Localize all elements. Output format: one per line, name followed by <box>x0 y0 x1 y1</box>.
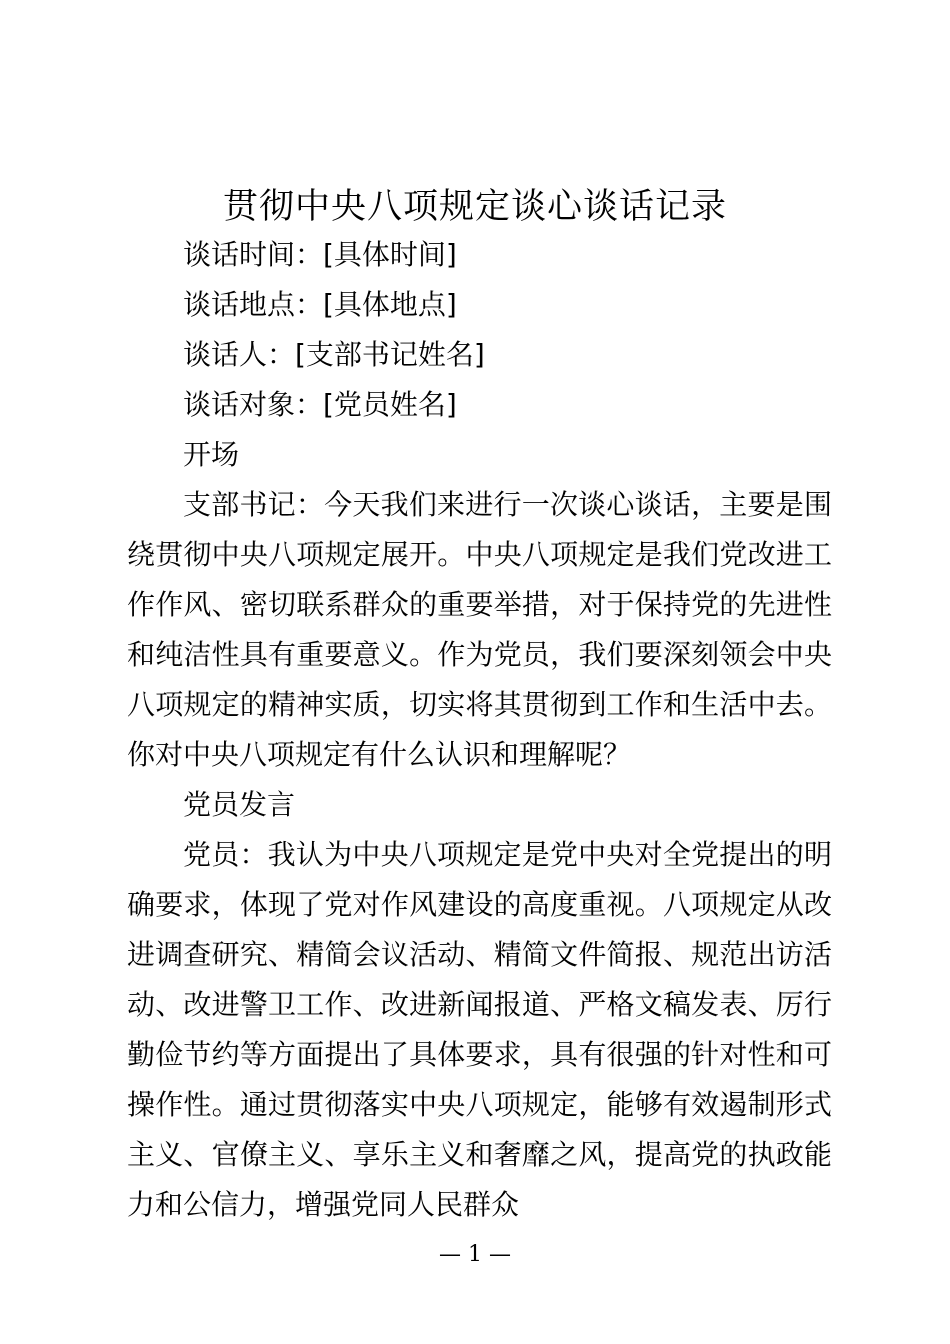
document-title: 贯彻中央八项规定谈心谈话记录 <box>222 187 727 227</box>
member-speech: 党员：我认为中央八项规定是党中央对全党提出的明确要求，体现了党对作风建设的高度重视。八项规定从改进调查研究、精简会议活动、精简文件简报、规范出访活动、改进警卫工作、改进新闻报道、严格文稿发表、厉行勤俭节约等方面提出了具体要求，具有很强的针对性和可操作性。通过贯彻落实中央八项规定，能够有效遏制形式主义、官僚主义、享乐主义和奢靡之风，提高党的执政能力和公信力，增强党同人民群众 <box>127 838 832 1221</box>
meta-time: 谈话时间：[具体时间] <box>183 238 457 271</box>
meta-place: 谈话地点：[具体地点] <box>183 288 457 321</box>
opening-heading: 开场 <box>183 438 240 471</box>
page-number: — 1 — <box>439 1242 511 1267</box>
secretary-speech: 支部书记：今天我们来进行一次谈心谈话，主要是围绕贯彻中央八项规定展开。中央八项规定是我们党改进工作作风、密切联系群众的重要举措，对于保持党的先进性和纯洁性具有重要意义。作为党员，我们要深刻领会中央八项规定的精神实质，切实将其贯彻到工作和生活中去。你对中央八项规定有什么认识和理解呢？ <box>127 488 832 771</box>
meta-subject: 谈话对象：[党员姓名] <box>183 388 457 421</box>
member-heading: 党员发言 <box>183 788 296 821</box>
document-body <box>127 230 832 1230</box>
meta-speaker: 谈话人：[支部书记姓名] <box>183 338 485 371</box>
